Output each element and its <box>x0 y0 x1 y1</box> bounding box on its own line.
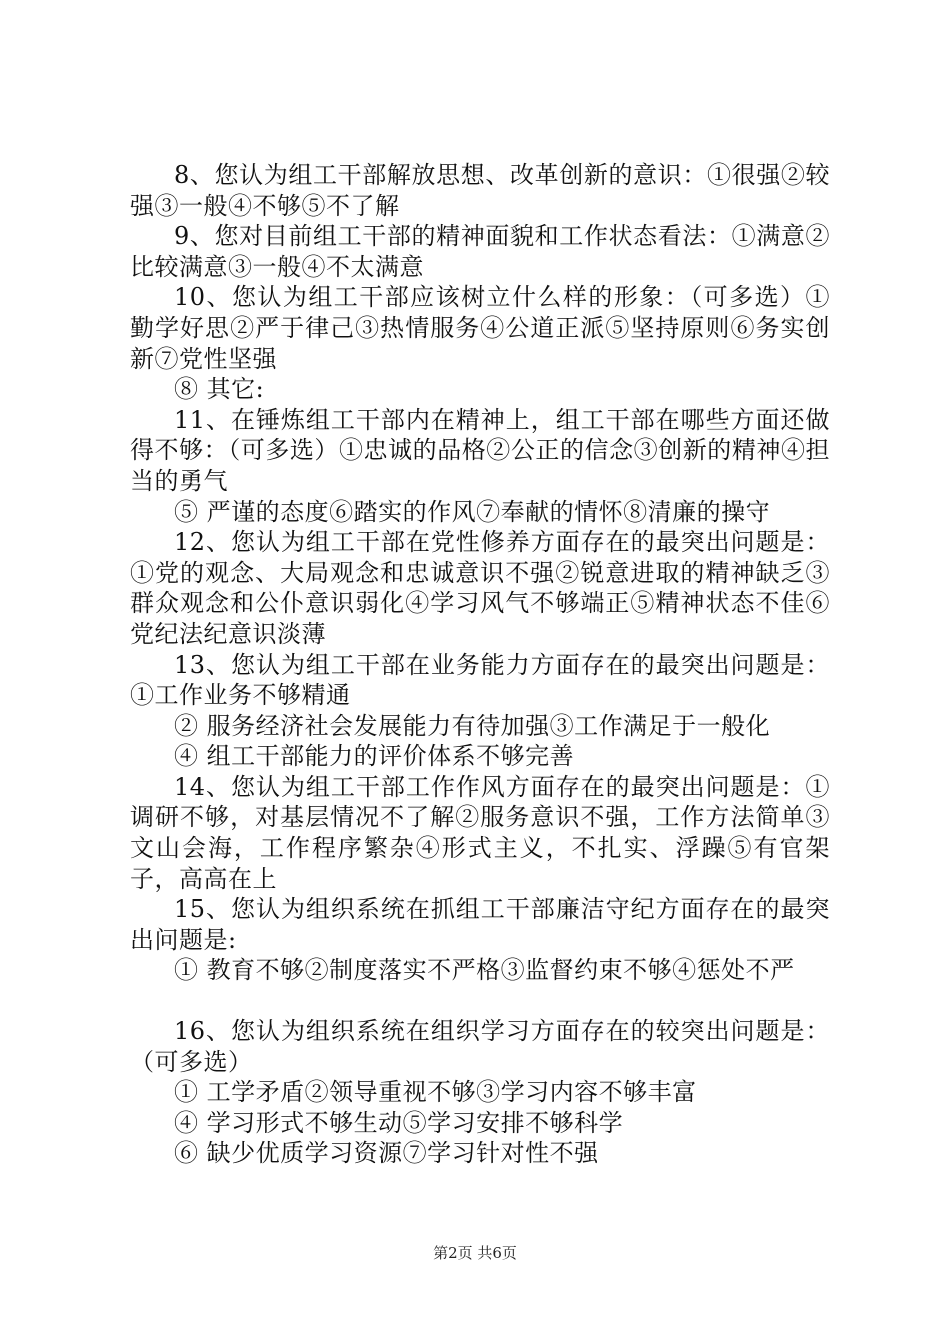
question-13-option-2-3: ② 服务经济社会发展能力有待加强③工作满足于一般化 <box>174 711 771 740</box>
question-13: 13、您认为组工干部在业务能力方面存在的最突出问题是：①工作业务不够精通 <box>130 650 830 710</box>
question-15-options: ① 教育不够②制度落实不严格③监督约束不够④惩处不严 <box>174 956 795 985</box>
question-16-options-2: ④ 学习形式不够生动⑤学习安排不够科学 <box>174 1108 624 1137</box>
question-11-options-continued: ⑤ 严谨的态度⑥踏实的作风⑦奉献的情怀⑧清廉的操守 <box>174 497 771 526</box>
question-16-options-3: ⑥ 缺少优质学习资源⑦学习针对性不强 <box>174 1139 599 1168</box>
question-9: 9、您对目前组工干部的精神面貌和工作状态看法：①满意②比较满意③一般④不太满意 <box>130 222 830 281</box>
question-16: 16、您认为组织系统在组织学习方面存在的较突出问题是：（可多选） <box>130 1017 830 1076</box>
question-16-options-1: ① 工学矛盾②领导重视不够③学习内容不够丰富 <box>174 1078 697 1107</box>
document-body <box>130 160 830 1169</box>
question-15: 15、您认为组织系统在抓组工干部廉洁守纪方面存在的最突出问题是: <box>130 895 830 954</box>
question-12: 12、您认为组工干部在党性修养方面存在的最突出问题是：①党的观念、大局观念和忠诚意识不强②锐意进取的精神缺乏③群众观念和公仆意识弱化④学习风气不够端正⑤精神状态不佳⑥党纪法纪意识淡薄 <box>130 528 830 648</box>
question-8: 8、您认为组工干部解放思想、改革创新的意识：①很强②较强③一般④不够⑤不了解 <box>130 161 830 220</box>
question-14: 14、您认为组工干部工作作风方面存在的最突出问题是：①调研不够，对基层情况不了解②服务意识不强，工作方法简单③文山会海，工作程序繁杂④形式主义，不扎实、浮躁⑤有官架子，高高在上 <box>130 772 830 893</box>
page-footer: 第2页 共6页 <box>433 1244 517 1262</box>
question-10: 10、您认为组工干部应该树立什么样的形象：（可多选）①勤学好思②严于律己③热情服务④公道正派⑤坚持原则⑥务实创新⑦党性坚强 <box>130 283 830 373</box>
question-13-option-4: ④ 组工干部能力的评价体系不够完善 <box>174 742 575 771</box>
question-10-option-other: ⑧ 其它: <box>174 375 265 404</box>
question-11: 11、在锤炼组工干部内在精神上，组工干部在哪些方面还做得不够：（可多选）①忠诚的品格②公正的信念③创新的精神④担当的勇气 <box>130 405 830 495</box>
